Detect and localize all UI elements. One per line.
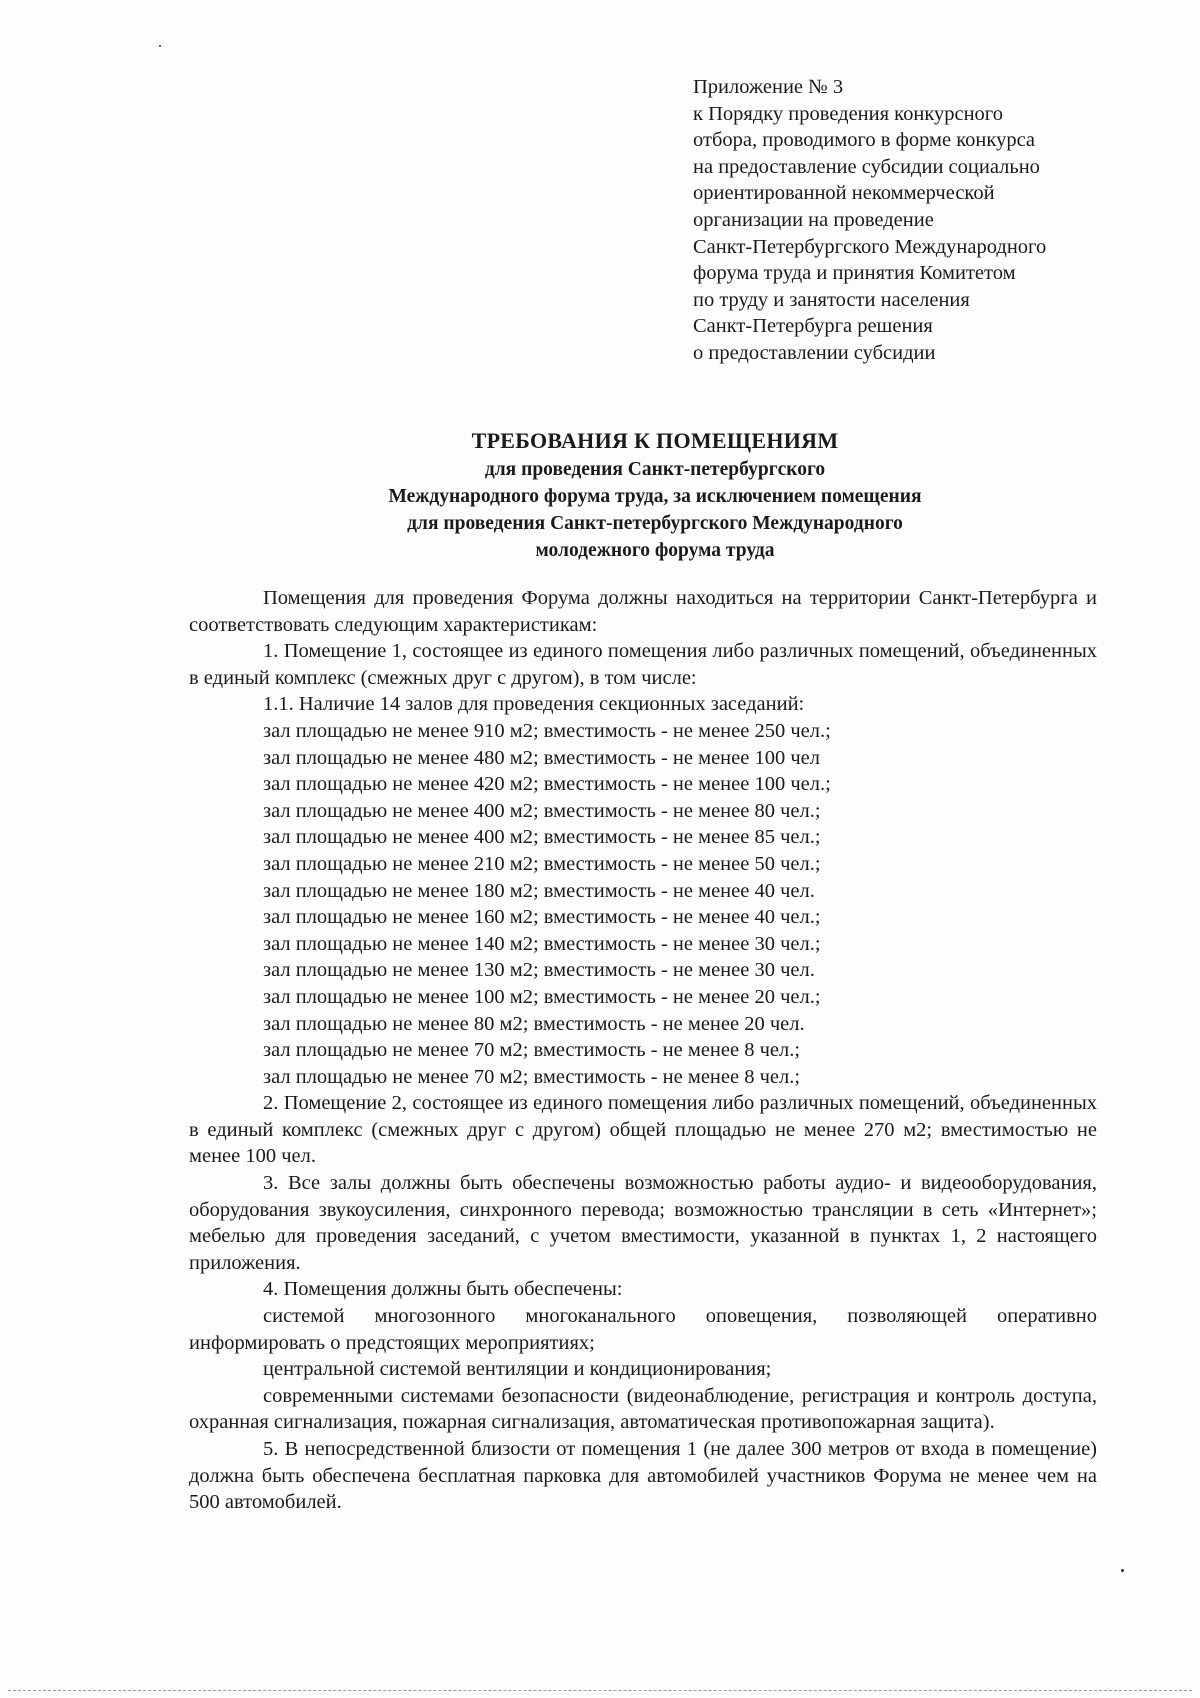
item-4: 4. Помещения должны быть обеспечены:: [263, 1278, 623, 1301]
document-body: [189, 585, 1097, 1516]
item-1-1: 1.1. Наличие 14 залов для проведения секционных заседаний:: [263, 693, 805, 716]
hall-requirement: зал площадью не менее 400 м2; вместимость - не менее 80 чел.;: [263, 799, 821, 822]
title-sub-line: для проведения Санкт-петербургского Международного: [407, 513, 903, 534]
annex-line: Санкт-Петербурга решения: [693, 315, 933, 338]
hall-requirement: зал площадью не менее 160 м2; вместимость - не менее 40 чел.;: [263, 906, 821, 929]
hall-requirement: зал площадью не менее 70 м2; вместимость - не менее 8 чел.;: [263, 1039, 801, 1062]
annex-line: форума труда и принятия Комитетом: [693, 262, 1016, 285]
hall-requirement: зал площадью не менее 420 м2; вместимость - не менее 100 чел.;: [263, 773, 831, 796]
title-sub-line: молодежного форума труда: [535, 540, 775, 561]
item-4-system: центральной системой вентиляции и кондиционирования;: [263, 1358, 772, 1381]
item-4-system: современными системами безопасности (видеонаблюдение, регистрация и контроль доступа, охранная сигнализация, пожарная сигнализация, автоматическая противопожарная защита).: [189, 1384, 1097, 1434]
hall-requirement: зал площадью не менее 80 м2; вместимость - не менее 20 чел.: [263, 1012, 805, 1035]
item-1: 1. Помещение 1, состоящее из единого помещения либо различных помещений, объединенных в единый комплекс (смежных друг с другом), в том числе:: [189, 640, 1097, 689]
hall-requirement: зал площадью не менее 70 м2; вместимость - не менее 8 чел.;: [263, 1065, 801, 1088]
title-main: ТРЕБОВАНИЯ К ПОМЕЩЕНИЯМ: [471, 428, 839, 453]
annex-line: к Порядку проведения конкурсного: [693, 102, 1003, 125]
hall-requirement: зал площадью не менее 400 м2; вместимость - не менее 85 чел.;: [263, 826, 821, 849]
hall-requirement: зал площадью не менее 140 м2; вместимость - не менее 30 чел.;: [263, 932, 821, 955]
annex-line: ориентированной некоммерческой: [693, 182, 995, 205]
document-title: [180, 426, 1130, 564]
item-4-system: системой многозонного многоканального оповещения, позволяющей оперативно информировать о предстоящих мероприятиях;: [189, 1305, 1097, 1354]
item-5: 5. В непосредственной близости от помещения 1 (не далее 300 метров от входа в помещение) должна быть обеспечена бесплатная парковка для автомобилей участников Форума не менее чем на 500 автомобилей.: [189, 1438, 1097, 1514]
intro-paragraph: Помещения для проведения Форума должны находиться на территории Санкт-Петербурга и соответствовать следующим характеристикам:: [189, 587, 1097, 636]
item-2: 2. Помещение 2, состоящее из единого помещения либо различных помещений, объединенных в единый комплекс (смежных друг с другом) общей площадью не менее 270 м2; вместимостью не менее 100 чел.: [189, 1092, 1097, 1168]
hall-requirement: зал площадью не менее 210 м2; вместимость - не менее 50 чел.;: [263, 852, 821, 875]
hall-requirement: зал площадью не менее 910 м2; вместимость - не менее 250 чел.;: [263, 719, 831, 742]
scan-speck: [1121, 1569, 1124, 1572]
annex-line: Санкт-Петербургского Международного: [693, 235, 1047, 258]
title-sub-line: для проведения Санкт-петербургского: [484, 459, 826, 480]
scan-speck: [159, 45, 161, 47]
annex-header: [693, 74, 1123, 367]
scan-edge-line: [8, 1690, 1192, 1691]
annex-line: на предоставление субсидии социально: [693, 155, 1040, 178]
annex-line: Приложение № 3: [693, 76, 844, 98]
hall-requirement: зал площадью не менее 480 м2; вместимость - не менее 100 чел: [263, 746, 820, 769]
annex-line: организации на проведение: [693, 208, 934, 231]
hall-requirement: зал площадью не менее 180 м2; вместимость - не менее 40 чел.: [263, 879, 815, 902]
annex-line: по труду и занятости населения: [693, 288, 970, 311]
annex-line: отбора, проводимого в форме конкурса: [693, 129, 1036, 152]
title-sub-line: Международного форума труда, за исключением помещения: [388, 486, 922, 507]
annex-line: о предоставлении субсидии: [693, 341, 936, 364]
hall-requirement: зал площадью не менее 100 м2; вместимость - не менее 20 чел.;: [263, 985, 821, 1008]
hall-requirement: зал площадью не менее 130 м2; вместимость - не менее 30 чел.: [263, 959, 815, 982]
item-3: 3. Все залы должны быть обеспечены возможностью работы аудио- и видеооборудования, оборудования звукоусиления, синхронного перевода; возможностью трансляции в сеть «Интернет»; мебелью для проведения заседаний, с учетом вместимости, указанной в пунктах 1, 2 настоящего приложения.: [189, 1172, 1097, 1274]
